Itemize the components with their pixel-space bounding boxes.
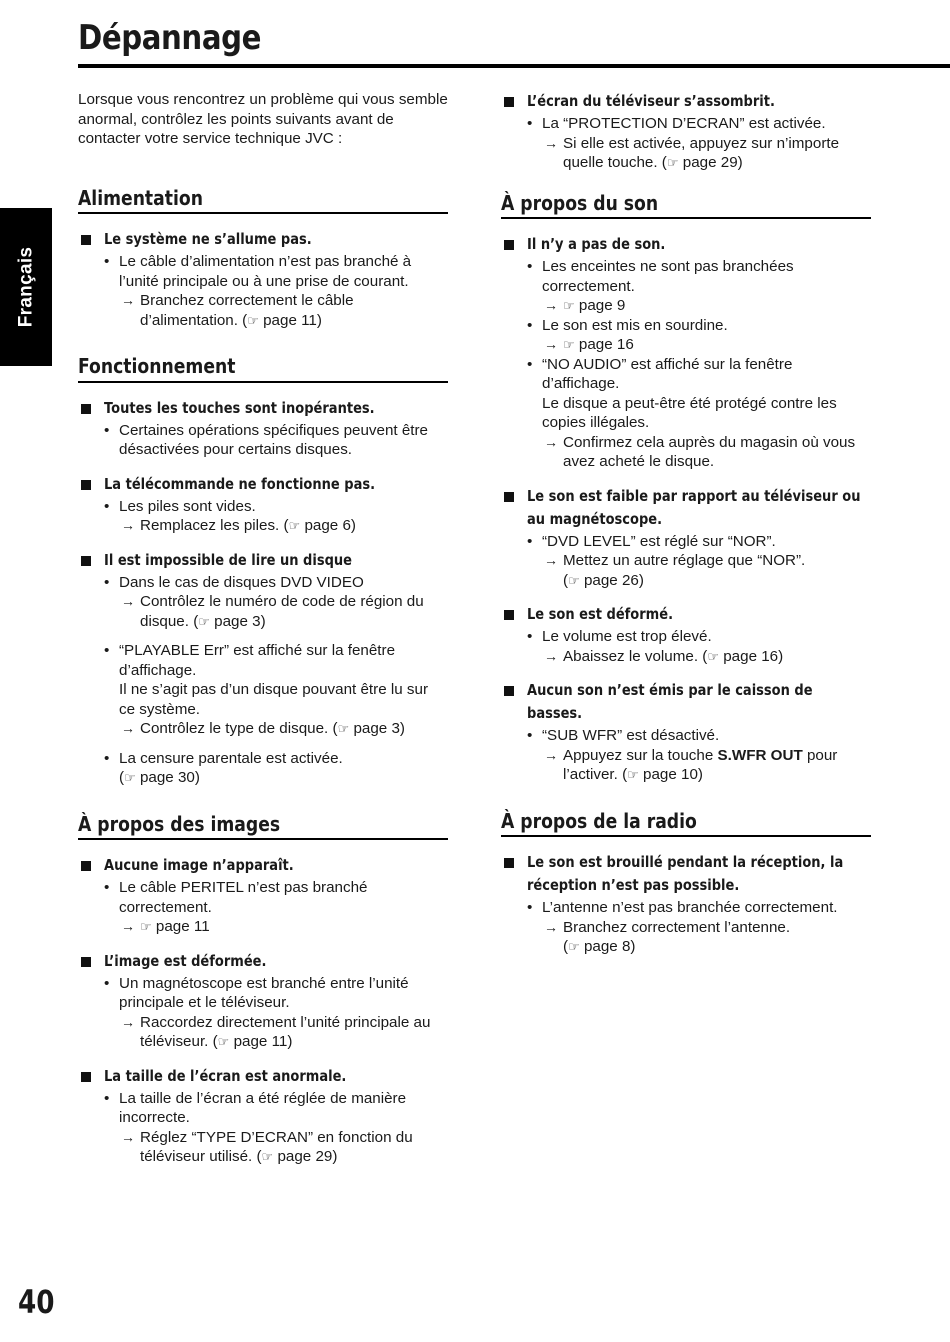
section-heading-son: À propos du son: [501, 194, 871, 220]
section-heading-images: À propos des images: [78, 815, 448, 841]
problem-title: Il n’y a pas de son.: [501, 233, 871, 256]
bullet-icon: •: [104, 497, 110, 515]
problem-block: [78, 950, 448, 1052]
pointing-hand-icon: ☞: [568, 939, 580, 954]
cause-item: • La censure parentale est activée.: [104, 749, 343, 767]
bullet-icon: •: [104, 974, 110, 992]
problem-title: Aucune image n’apparaît.: [78, 854, 448, 877]
cause-detail: Le disque a peut-être été protégé contre les copies illégales.: [542, 394, 837, 431]
reference-line: (☞ page 30): [119, 769, 200, 786]
section-heading-alimentation: Alimentation: [78, 189, 448, 215]
pointing-hand-icon: ☞: [198, 613, 210, 629]
page-title: Dépannage: [78, 18, 262, 58]
pointing-hand-icon: ☞: [666, 155, 679, 170]
pointing-hand-icon: ☞: [140, 919, 152, 934]
remedy-item: → Appuyez sur la touche S.WFR OUT pour l’activer. (☞ page 10): [544, 746, 838, 783]
bullet-icon: •: [104, 253, 110, 270]
bullet-icon: •: [104, 573, 110, 591]
pointing-hand-icon: ☞: [217, 1034, 230, 1049]
cause-item: • Le son est mis en sourdine.: [527, 316, 728, 334]
black-square-icon: [504, 97, 514, 107]
bullet-icon: •: [527, 899, 533, 916]
language-tab: [0, 208, 52, 366]
cause-item: • “NO AUDIO” est affiché sur la fenêtre d’affichage.: [527, 355, 793, 392]
title-rule: [78, 64, 950, 68]
cause-item: • Les enceintes ne sont pas branchées correctement.: [527, 258, 794, 295]
pointing-hand-icon: ☞: [568, 572, 580, 588]
problem-title: Le son est brouillé pendant la réception, la réception n’est pas possible.: [501, 851, 871, 897]
left-column: [78, 90, 448, 1180]
bullet-icon: •: [527, 727, 533, 744]
remedy-item: → ☞ page 11: [121, 918, 210, 935]
problem-block: [501, 851, 871, 957]
pointing-hand-icon: ☞: [124, 770, 136, 785]
black-square-icon: [504, 858, 514, 868]
cause-item: • La “PROTECTION D’ECRAN” est activée.: [527, 115, 826, 132]
cause-detail: Il ne s’agit pas d’un disque pouvant être lu sur ce système.: [119, 681, 429, 718]
black-square-icon: [81, 404, 91, 414]
bullet-icon: •: [527, 258, 533, 275]
bullet-icon: •: [104, 879, 110, 896]
remedy-item: → Contrôlez le type de disque. (☞ page 3): [121, 720, 405, 737]
bullet-icon: •: [527, 532, 533, 550]
remedy-item: → Réglez “TYPE D’ECRAN” en fonction du téléviseur utilisé. (☞ page 29): [121, 1128, 413, 1165]
right-arrow-icon: →: [544, 746, 558, 763]
pointing-hand-icon: ☞: [247, 312, 259, 328]
problem-block: [78, 397, 448, 460]
remedy-item: → ☞ page 16: [544, 336, 634, 353]
cause-item: • La taille de l’écran a été réglée de manière incorrecte.: [104, 1089, 407, 1126]
bullet-icon: •: [104, 1089, 110, 1107]
problem-block: [78, 1065, 448, 1167]
right-arrow-icon: →: [121, 1128, 135, 1145]
right-arrow-icon: →: [121, 1013, 135, 1030]
black-square-icon: [81, 957, 91, 967]
cause-item: • Dans le cas de disques DVD VIDEO: [104, 573, 364, 591]
remedy-item: → Raccordez directement l’unité principale au téléviseur. (☞ page 11): [121, 1013, 431, 1050]
cause-item: • Les piles sont vides.: [104, 497, 256, 515]
cause-item: • “SUB WFR” est désactivé.: [527, 727, 720, 744]
remedy-item: → ☞ page 9: [544, 297, 626, 314]
problem-block: [78, 549, 448, 788]
intro-text: Lorsque vous rencontrez un problème qui vous semble anormal, contrôlez les points suivants avant de contacter votre service technique JVC :: [78, 91, 448, 147]
cause-item: • Un magnétoscope est branché entre l’unité principale et le téléviseur.: [104, 974, 409, 1011]
pointing-hand-icon: ☞: [563, 337, 575, 352]
black-square-icon: [81, 235, 91, 245]
problem-block: [78, 473, 448, 536]
black-square-icon: [504, 240, 514, 250]
bullet-icon: •: [527, 115, 533, 132]
problem-block: [78, 854, 448, 937]
bullet-icon: •: [104, 749, 110, 767]
cause-item: • “PLAYABLE Err” est affiché sur la fenêtre d’affichage.: [104, 642, 396, 679]
right-arrow-icon: →: [544, 647, 558, 664]
cause-item: • Certaines opérations spécifiques peuvent être désactivées pour certains disques.: [104, 421, 429, 458]
language-tab-label: Français: [15, 246, 36, 328]
right-arrow-icon: →: [121, 720, 135, 736]
pointing-hand-icon: ☞: [261, 1149, 274, 1164]
button-name: S.WFR OUT: [717, 746, 803, 764]
problem-title: L’écran du téléviseur s’assombrit.: [501, 90, 871, 113]
remedy-item: → Contrôlez le numéro de code de région du disque. (☞ page 3): [121, 593, 424, 630]
pointing-hand-icon: ☞: [707, 648, 719, 664]
remedy-item: → Abaissez le volume. (☞ page 16): [544, 647, 784, 665]
right-arrow-icon: →: [121, 918, 135, 934]
cause-item: • Le câble d’alimentation n’est pas branché à l’unité principale ou à une prise de courant.: [104, 253, 412, 290]
problem-title: La télécommande ne fonctionne pas.: [78, 473, 448, 496]
pointing-hand-icon: ☞: [627, 767, 639, 782]
remedy-item: → Branchez correctement l’antenne. (☞ page 8): [544, 918, 791, 955]
bullet-icon: •: [104, 642, 110, 659]
right-arrow-icon: →: [544, 552, 558, 568]
right-arrow-icon: →: [544, 336, 558, 352]
cause-item: • Le câble PERITEL n’est pas branché correctement.: [104, 879, 368, 916]
problem-title: Il est impossible de lire un disque: [78, 549, 448, 572]
bullet-icon: •: [527, 628, 533, 645]
pointing-hand-icon: ☞: [563, 298, 575, 313]
remedy-item: → Confirmez cela auprès du magasin où vous avez acheté le disque.: [544, 433, 856, 470]
right-arrow-icon: →: [544, 297, 558, 313]
pointing-hand-icon: ☞: [337, 721, 350, 736]
problem-block: [501, 90, 871, 173]
black-square-icon: [81, 861, 91, 871]
remedy-item: → Remplacez les piles. (☞ page 6): [121, 517, 356, 534]
section-heading-radio: À propos de la radio: [501, 812, 871, 838]
bullet-icon: •: [527, 316, 533, 334]
bullet-icon: •: [527, 355, 533, 373]
right-column: [501, 90, 871, 970]
right-arrow-icon: →: [121, 292, 135, 308]
remedy-item: → Si elle est activée, appuyez sur n’importe quelle touche. (☞ page 29): [544, 134, 840, 171]
problem-title: Le système ne s’allume pas.: [78, 228, 448, 251]
problem-block: [78, 228, 448, 330]
problem-title: Le son est déformé.: [501, 603, 871, 626]
remedy-item: → Branchez correctement le câble d’alimentation. (☞ page 11): [121, 292, 354, 329]
pointing-hand-icon: ☞: [288, 518, 301, 533]
black-square-icon: [81, 556, 91, 566]
problem-block: [501, 603, 871, 666]
problem-block: [501, 233, 871, 472]
black-square-icon: [504, 610, 514, 620]
cause-item: • L’antenne n’est pas branchée correctement.: [527, 899, 838, 916]
problem-title: La taille de l’écran est anormale.: [78, 1065, 448, 1088]
black-square-icon: [81, 480, 91, 490]
section-heading-fonctionnement: Fonctionnement: [78, 357, 448, 383]
remedy-item: → Mettez un autre réglage que “NOR”. (☞ page 26): [544, 552, 806, 589]
cause-item: • Le volume est trop élevé.: [527, 628, 712, 645]
right-arrow-icon: →: [121, 593, 135, 609]
problem-block: [501, 485, 871, 591]
right-arrow-icon: →: [544, 433, 558, 450]
bullet-icon: •: [104, 421, 110, 439]
problem-title: Le son est faible par rapport au téléviseur ou au magnétoscope.: [501, 485, 871, 531]
problem-title: Aucun son n’est émis par le caisson de basses.: [501, 679, 871, 725]
cause-item: • “DVD LEVEL” est réglé sur “NOR”.: [527, 532, 776, 550]
page-number: 40: [18, 1283, 55, 1321]
black-square-icon: [504, 492, 514, 502]
right-arrow-icon: →: [121, 517, 135, 533]
problem-title: L’image est déformée.: [78, 950, 448, 973]
problem-title: Toutes les touches sont inopérantes.: [78, 397, 448, 420]
right-arrow-icon: →: [544, 134, 558, 151]
black-square-icon: [504, 686, 514, 696]
right-arrow-icon: →: [544, 918, 558, 935]
black-square-icon: [81, 1072, 91, 1082]
problem-block: [501, 679, 871, 785]
